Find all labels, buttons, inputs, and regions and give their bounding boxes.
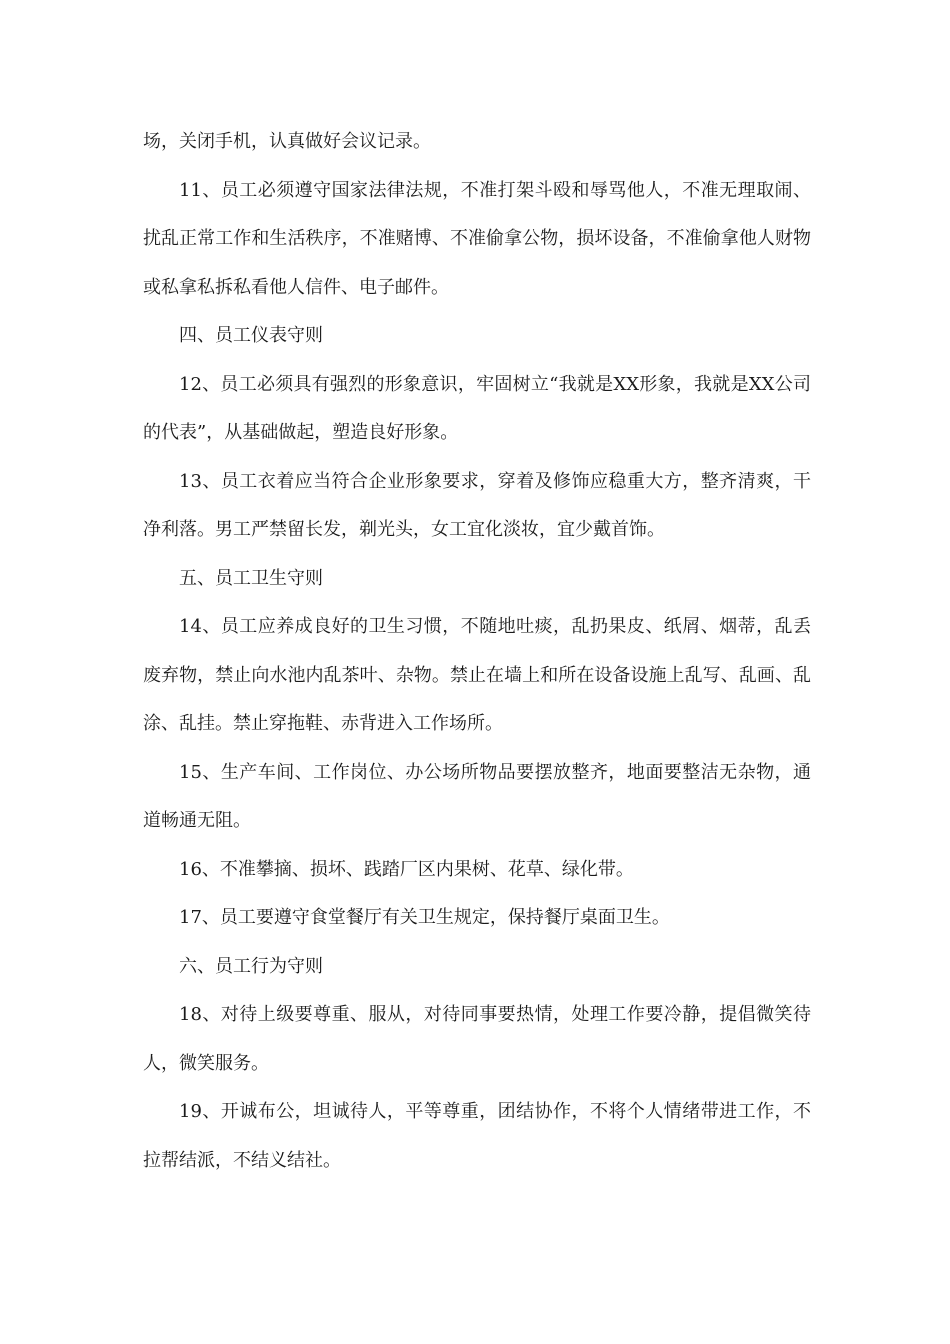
paragraph-continuation: 场，关闭手机，认真做好会议记录。	[143, 131, 431, 152]
document-body	[143, 118, 811, 1185]
paragraph-rule-12: 12、员工必须具有强烈的形象意识，牢固树立“我就是XX形象，我就是XX公司的代表”，从基础做起，塑造良好形象。	[143, 373, 811, 443]
paragraph-rule-18: 18、对待上级要尊重、服从，对待同事要热情，处理工作要冷静，提倡微笑待人，微笑服务。	[143, 1004, 811, 1074]
paragraph-rule-13: 13、员工衣着应当符合企业形象要求，穿着及修饰应稳重大方，整齐清爽，干净利落。男工严禁留长发，剃光头，女工宜化淡妆，宜少戴首饰。	[143, 470, 811, 540]
section-heading-appearance: 四、员工仪表守则	[179, 325, 323, 346]
section-heading-hygiene: 五、员工卫生守则	[179, 567, 323, 589]
paragraph-rule-14: 14、员工应养成良好的卫生习惯，不随地吐痰，乱扔果皮、纸屑、烟蒂，乱丢废弃物，禁止向水池内乱茶叶、杂物。禁止在墙上和所在设备设施上乱写、乱画、乱涂、乱挂。禁止穿拖鞋、赤背进入工作场所。	[143, 616, 811, 734]
section-heading-conduct: 六、员工行为守则	[179, 955, 323, 977]
paragraph-rule-15: 15、生产车间、工作岗位、办公场所物品要摆放整齐，地面要整洁无杂物，通道畅通无阻。	[143, 761, 811, 831]
paragraph-rule-16: 16、不准攀摘、损坏、践踏厂区内果树、花草、绿化带。	[179, 858, 634, 880]
paragraph-rule-11: 11、员工必须遵守国家法律法规，不准打架斗殴和辱骂他人，不准无理取闹、扰乱正常工作和生活秩序，不准赌博、不准偷拿公物，损坏设备，不准偷拿他人财物或私拿私拆私看他人信件、电子邮件。	[143, 179, 811, 298]
paragraph-rule-17: 17、员工要遵守食堂餐厅有关卫生规定，保持餐厅桌面卫生。	[179, 907, 670, 928]
paragraph-rule-19: 19、开诚布公，坦诚待人，平等尊重，团结协作，不将个人情绪带进工作，不拉帮结派，不结义结社。	[143, 1101, 811, 1171]
